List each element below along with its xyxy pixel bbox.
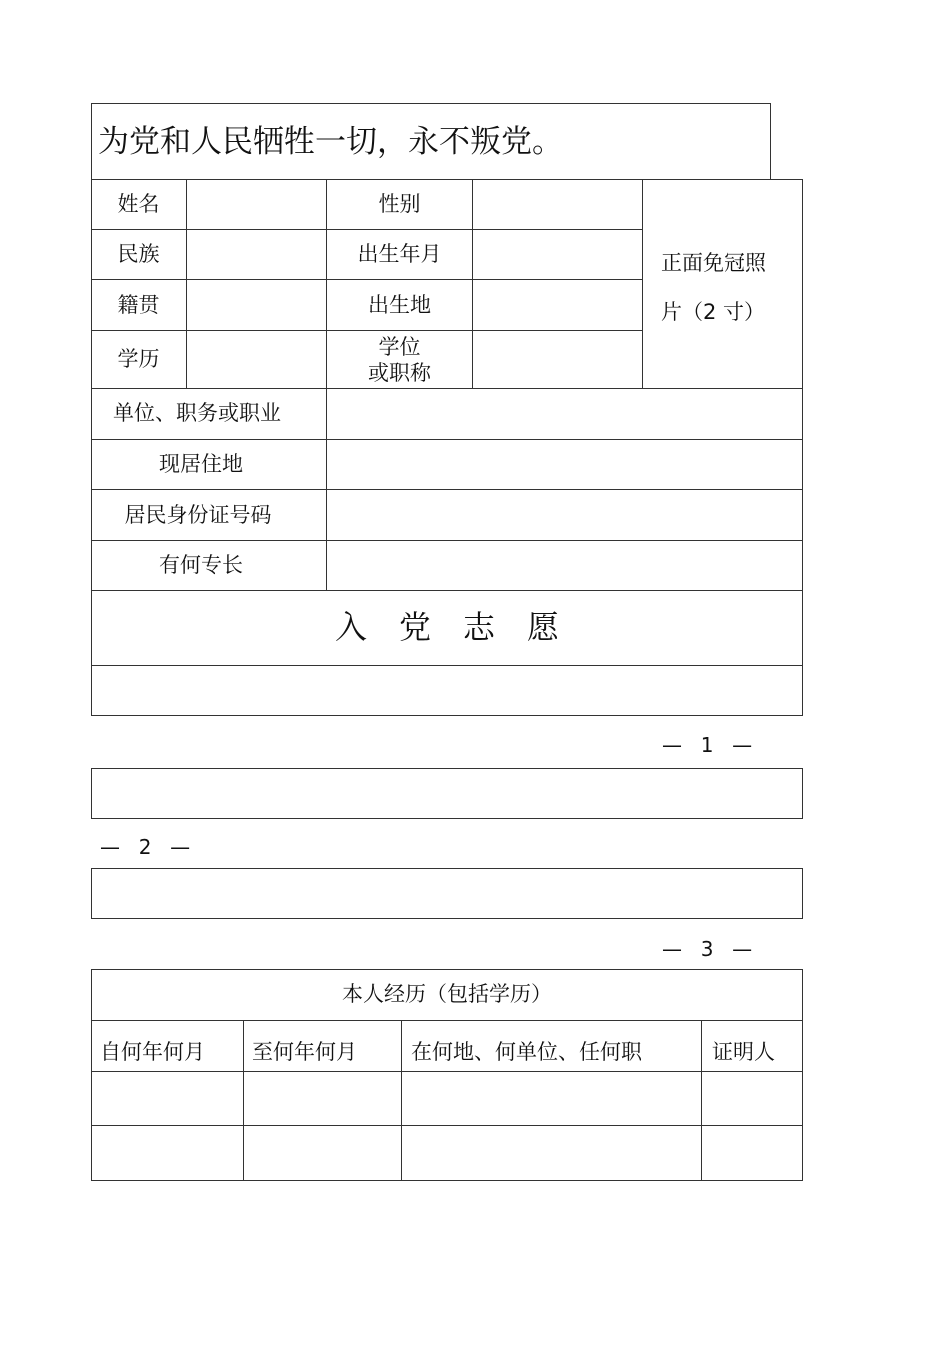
id-number-label: 居民身份证号码: [124, 502, 272, 527]
page-number-2: — 2 —: [100, 835, 193, 859]
gender-label: 性别: [378, 192, 421, 217]
slogan-text: 为党和人民牺牲一切，永不叛党。: [98, 124, 563, 160]
education-field[interactable]: [187, 331, 326, 388]
experience-header-witness: 证明人: [712, 1040, 775, 1064]
experience-row-2-place[interactable]: [402, 1126, 701, 1180]
native-place-field[interactable]: [187, 280, 326, 330]
work-label: 单位、职务或职业: [113, 401, 281, 426]
birthplace-label: 出生地: [368, 292, 431, 317]
skills-label: 有何专长: [159, 553, 243, 578]
experience-row-1-place[interactable]: [402, 1072, 701, 1125]
page-number-1: — 1 —: [662, 733, 755, 757]
experience-title: 本人经历（包括学历）: [342, 982, 552, 1007]
skills-field[interactable]: [327, 541, 802, 590]
degree-label-line2: 或职称: [368, 361, 431, 385]
degree-label-line1: 学位: [378, 335, 421, 359]
experience-header-place: 在何地、何单位、任何职: [411, 1040, 642, 1064]
page3-content-box[interactable]: [91, 868, 803, 919]
ethnicity-field[interactable]: [187, 230, 326, 279]
experience-row-2-to[interactable]: [244, 1126, 401, 1180]
application-title: 入 党 志 愿: [334, 608, 559, 647]
page-number-3: — 3 —: [662, 937, 755, 961]
name-label: 姓名: [117, 192, 160, 217]
work-field[interactable]: [327, 389, 802, 439]
experience-header-from: 自何年何月: [100, 1040, 205, 1064]
experience-row-1-from[interactable]: [92, 1072, 243, 1125]
photo-line2: 片（2 寸）: [661, 300, 766, 324]
residence-label: 现居住地: [159, 452, 243, 477]
experience-row-1-witness[interactable]: [702, 1072, 802, 1125]
experience-header-to: 至何年何月: [252, 1040, 357, 1064]
experience-row-2-from[interactable]: [92, 1126, 243, 1180]
ethnicity-label: 民族: [117, 242, 160, 267]
native-place-label: 籍贯: [117, 292, 160, 317]
education-label: 学历: [117, 346, 160, 371]
photo-line1: 正面免冠照: [661, 251, 766, 275]
birth-date-field[interactable]: [473, 230, 642, 279]
gender-field[interactable]: [473, 180, 642, 229]
photo-placeholder[interactable]: [643, 180, 802, 388]
residence-field[interactable]: [327, 440, 802, 489]
application-content-field[interactable]: [92, 666, 802, 715]
page2-content-box[interactable]: [91, 768, 803, 819]
degree-field[interactable]: [473, 331, 642, 388]
birthplace-field[interactable]: [473, 280, 642, 330]
degree-label: [327, 334, 472, 388]
experience-row-1-to[interactable]: [244, 1072, 401, 1125]
id-number-field[interactable]: [327, 490, 802, 540]
name-field[interactable]: [187, 180, 326, 229]
birth-date-label: 出生年月: [357, 242, 442, 267]
experience-row-2-witness[interactable]: [702, 1126, 802, 1180]
